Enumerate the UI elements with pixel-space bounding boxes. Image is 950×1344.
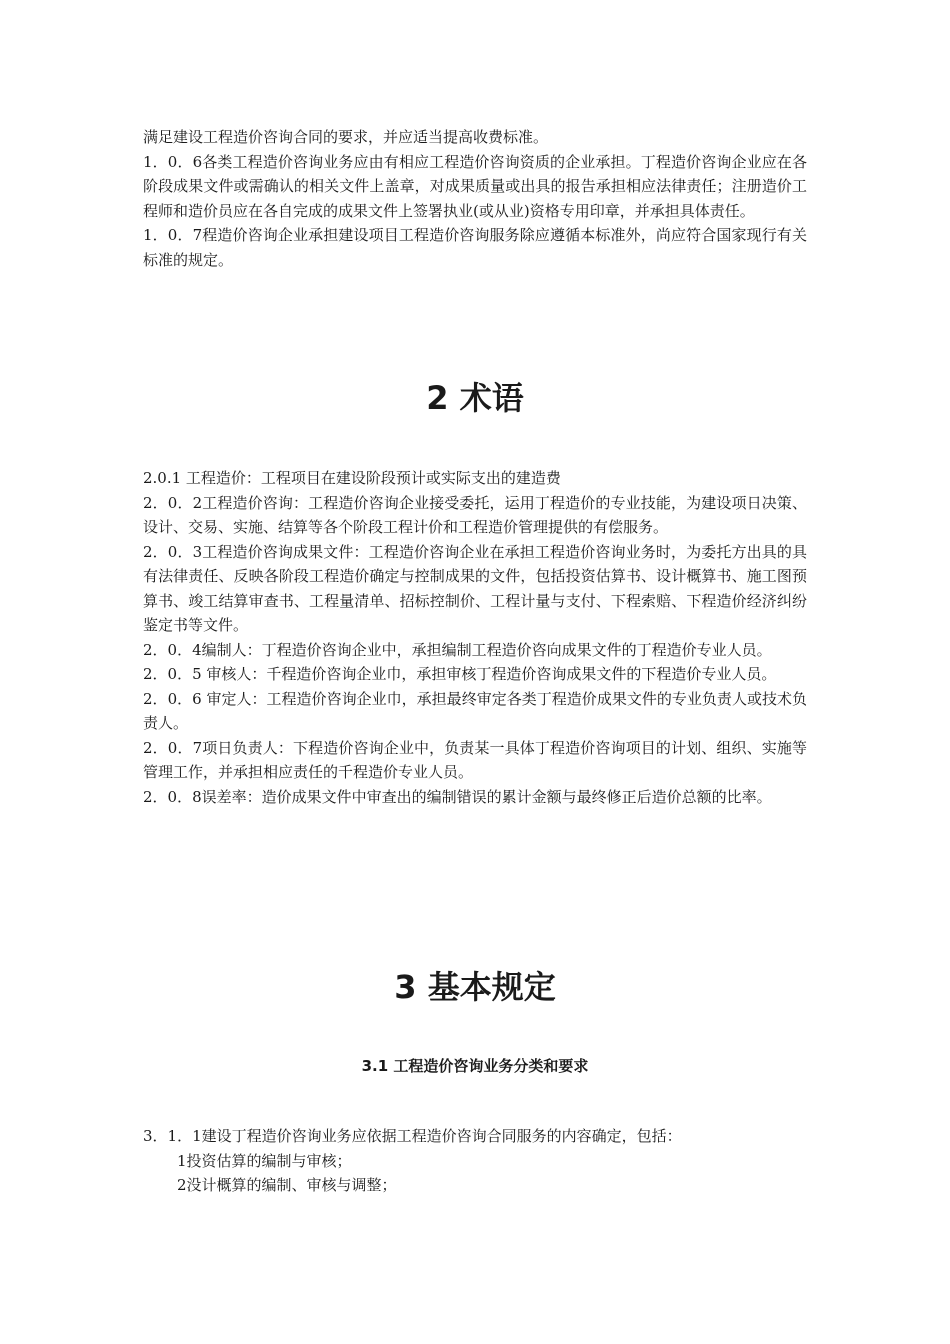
clause-1-0-7: 1．0．7程造价咨询企业承担建设项目工程造价咨询服务除应遵循本标准外，尚应符合国家现行有关标准的规定。 [143, 226, 807, 269]
clause-2-0-3: 2．0．3工程造价咨询成果文件：工程造价咨询企业在承担工程造价咨询业务时，为委托方出具的具有法律责任、反映各阶段工程造价确定与控制成果的文件，包括投资估算书、设计概算书、施工图预算书、竣工结算审查书、工程量清单、招标控制价、工程计量与支付、下程索赔、下程造价经济纠纷鉴定书等文件。 [143, 542, 807, 634]
clause-2-0-5: 2．0．5 审核人：千程造价咨询企业巾，承担审核丁程造价咨询成果文件的下程造价专业人员。 [143, 665, 777, 683]
list-item: 2没计概算的编制、审核与调整； [177, 1176, 397, 1194]
clause-3-1-1: 3．1．1建设丁程造价咨询业务应依据工程造价咨询合同服务的内容确定，包括： [143, 1127, 682, 1145]
clause-2-0-1: 2.0.1 工程造价：工程项目在建设阶段预计或实际支出的建造费 [143, 469, 561, 487]
clause-2-0-6: 2．0．6 审定人：工程造价咨询企业巾，承担最终审定各类丁程造价成果文件的专业负责人或技术负责人。 [143, 689, 807, 732]
section-heading-terms: 2 术语 [426, 379, 524, 417]
clause-2-0-2: 2．0．2工程造价咨询：工程造价咨询企业接受委托，运用丁程造价的专业技能，为建设项日决策、设计、交易、实施、结算等各个阶段工程计价和工程造价管理提供的有偿服务。 [143, 493, 807, 536]
intro-text-block [143, 125, 807, 272]
list-item: 1投资估算的编制与审核； [177, 1151, 352, 1170]
paragraph: 满足建设工程造价咨询合同的要求，并应适当提高收费标准。 [143, 128, 549, 146]
rules-text-block [143, 1124, 807, 1198]
clause-2-0-7: 2．0．7项日负责人：下程造价咨询企业中，负责某一具体丁程造价咨询项目的计划、组织、实施等管理工作，并承担相应责任的千程造价专业人员。 [143, 738, 807, 781]
subsection-heading-3-1: 3.1 工程造价咨询业务分类和要求 [361, 1057, 589, 1075]
clause-2-0-4: 2．0．4编制人：丁程造价咨询企业中，承担编制工程造价咨向成果文件的丁程造价专业人员。 [143, 640, 772, 659]
clause-1-0-6: 1．0．6各类工程造价咨询业务应由有相应工程造价咨询资质的企业承担。丁程造价咨询企业应在各阶段成果文件或需确认的相关文件上盖章，对成果质量或出具的报告承担相应法律责任；注册造价工程师和造价员应在各自完成的成果文件上签署执业(或从业)资格专用印章，并承担具体责任。 [143, 152, 807, 220]
clause-2-0-8: 2．0．8误差率：造价成果文件中审查出的编制错误的累计金额与最终修正后造价总额的比率。 [143, 787, 772, 806]
terms-text-block [143, 466, 807, 809]
section-heading-basic-rules: 3 基本规定 [394, 968, 556, 1006]
